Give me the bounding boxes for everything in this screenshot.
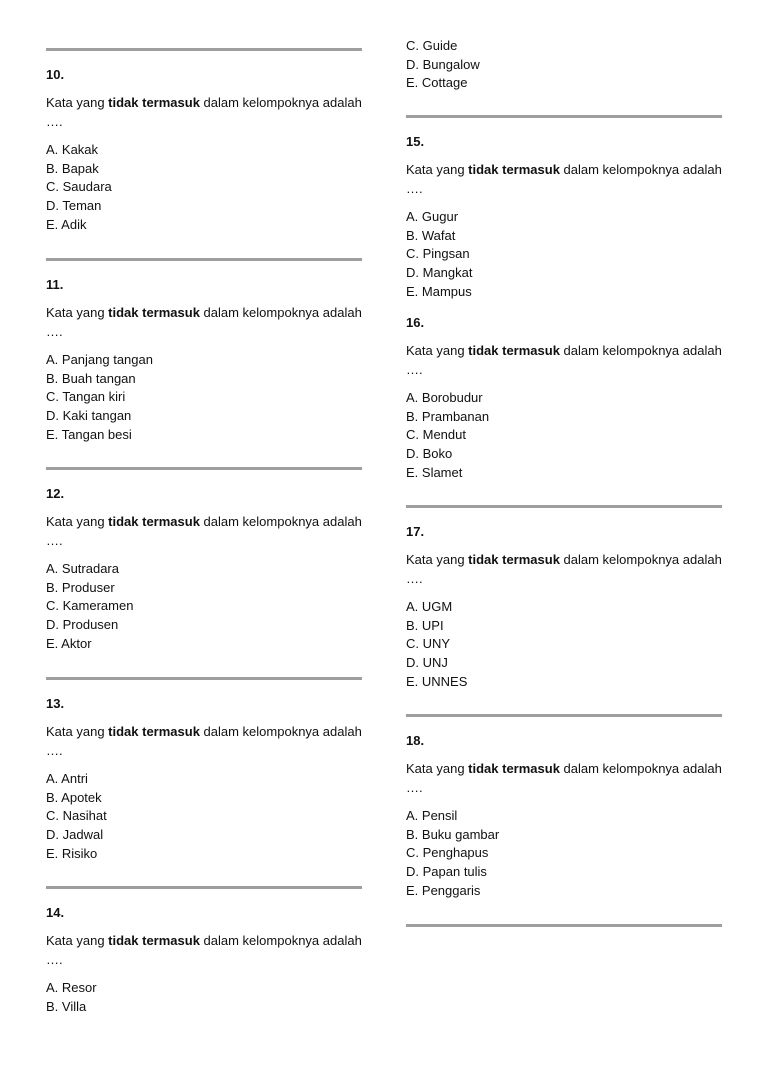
option-b: B. Villa bbox=[46, 998, 87, 1014]
question-number: 14. bbox=[46, 905, 65, 920]
question-12 bbox=[46, 486, 362, 654]
question-prompt: Kata yang tidak termasuk dalam kelompoknya adalah …. bbox=[46, 305, 362, 339]
option-a: A. Sutradara bbox=[46, 561, 119, 576]
option-d: D. Mangkat bbox=[406, 265, 473, 281]
option-d: D. Papan tulis bbox=[406, 864, 487, 880]
question-17 bbox=[406, 524, 722, 692]
question-prompt: Kata yang tidak termasuk dalam kelompoknya adalah …. bbox=[406, 552, 722, 586]
option-e: E. Mampus bbox=[406, 283, 472, 299]
option-e: E. Penggaris bbox=[406, 882, 481, 898]
option-e: E. Cottage bbox=[406, 75, 468, 91]
question-number: 10. bbox=[46, 67, 65, 82]
option-c: C. Nasihat bbox=[46, 808, 107, 824]
option-e: E. Adik bbox=[46, 216, 87, 232]
question-18 bbox=[406, 733, 722, 901]
options-list bbox=[406, 807, 722, 901]
option-d: D. Kaki tangan bbox=[46, 408, 132, 424]
question-prompt: Kata yang tidak termasuk dalam kelompoknya adalah …. bbox=[46, 933, 362, 967]
divider bbox=[406, 924, 722, 927]
question-13 bbox=[46, 696, 362, 864]
divider bbox=[46, 886, 362, 889]
option-a: A. Pensil bbox=[406, 808, 458, 823]
option-a: A. Antri bbox=[46, 771, 88, 786]
question-prompt: Kata yang tidak termasuk dalam kelompoknya adalah …. bbox=[46, 95, 362, 129]
option-d: D. Boko bbox=[406, 446, 453, 462]
options-list bbox=[46, 979, 362, 1016]
divider bbox=[46, 467, 362, 470]
options-list bbox=[46, 141, 362, 235]
option-d: D. Teman bbox=[46, 198, 102, 214]
options-list bbox=[406, 208, 722, 302]
question-14 bbox=[46, 905, 362, 1016]
options-list bbox=[406, 389, 722, 483]
question-number: 15. bbox=[406, 134, 425, 149]
option-b: B. Buku gambar bbox=[406, 826, 500, 842]
question-16 bbox=[406, 315, 722, 483]
question-prompt: Kata yang tidak termasuk dalam kelompoknya adalah …. bbox=[46, 724, 362, 758]
option-b: B. Bapak bbox=[46, 160, 99, 176]
option-a: A. Kakak bbox=[46, 142, 99, 157]
divider bbox=[406, 505, 722, 508]
option-a: A. Borobudur bbox=[406, 390, 483, 405]
options-list bbox=[406, 598, 722, 692]
option-d: D. Produsen bbox=[46, 617, 119, 633]
option-c: C. Saudara bbox=[46, 179, 112, 195]
divider bbox=[46, 677, 362, 680]
option-b: B. Apotek bbox=[46, 789, 102, 805]
option-e: E. Risiko bbox=[46, 845, 98, 861]
options-list bbox=[46, 560, 362, 654]
option-c: C. Mendut bbox=[406, 427, 466, 443]
option-a: A. Resor bbox=[46, 980, 97, 995]
question-number: 12. bbox=[46, 486, 65, 501]
question-prompt: Kata yang tidak termasuk dalam kelompoknya adalah …. bbox=[406, 343, 722, 377]
option-a: A. Panjang tangan bbox=[46, 352, 153, 367]
question-prompt: Kata yang tidak termasuk dalam kelompoknya adalah …. bbox=[406, 162, 722, 196]
option-c: C. Tangan kiri bbox=[46, 389, 126, 405]
question-number: 17. bbox=[406, 524, 425, 539]
option-b: B. UPI bbox=[406, 617, 444, 633]
question-number: 18. bbox=[406, 733, 425, 748]
option-c: C. Kameramen bbox=[46, 598, 134, 614]
options-list bbox=[46, 770, 362, 864]
option-e: E. UNNES bbox=[406, 673, 468, 689]
option-b: B. Wafat bbox=[406, 227, 456, 243]
option-c: C. Penghapus bbox=[406, 845, 489, 861]
option-a: A. Gugur bbox=[406, 209, 459, 224]
option-c: C. UNY bbox=[406, 636, 451, 652]
option-c: C. Guide bbox=[406, 38, 458, 53]
option-e: E. Aktor bbox=[46, 635, 92, 651]
option-c: C. Pingsan bbox=[406, 246, 470, 262]
question-prompt: Kata yang tidak termasuk dalam kelompoknya adalah …. bbox=[406, 761, 722, 795]
question-15 bbox=[406, 134, 722, 302]
question-number: 16. bbox=[406, 315, 425, 330]
option-e: E. Tangan besi bbox=[46, 426, 132, 442]
option-d: D. UNJ bbox=[406, 655, 448, 671]
option-d: D. Jadwal bbox=[46, 827, 104, 843]
option-b: B. Prambanan bbox=[406, 408, 490, 424]
question-14-continued bbox=[406, 37, 722, 93]
option-b: B. Produser bbox=[46, 579, 115, 595]
option-d: D. Bungalow bbox=[406, 56, 480, 72]
option-e: E. Slamet bbox=[406, 464, 463, 480]
question-11 bbox=[46, 277, 362, 445]
divider bbox=[46, 258, 362, 261]
option-b: B. Buah tangan bbox=[46, 370, 136, 386]
question-prompt: Kata yang tidak termasuk dalam kelompoknya adalah …. bbox=[46, 514, 362, 548]
question-10 bbox=[46, 67, 362, 235]
option-a: A. UGM bbox=[406, 599, 453, 614]
divider bbox=[46, 48, 362, 51]
options-list bbox=[46, 351, 362, 445]
question-number: 13. bbox=[46, 696, 65, 711]
divider bbox=[406, 714, 722, 717]
divider bbox=[406, 115, 722, 118]
question-number: 11. bbox=[46, 277, 64, 292]
